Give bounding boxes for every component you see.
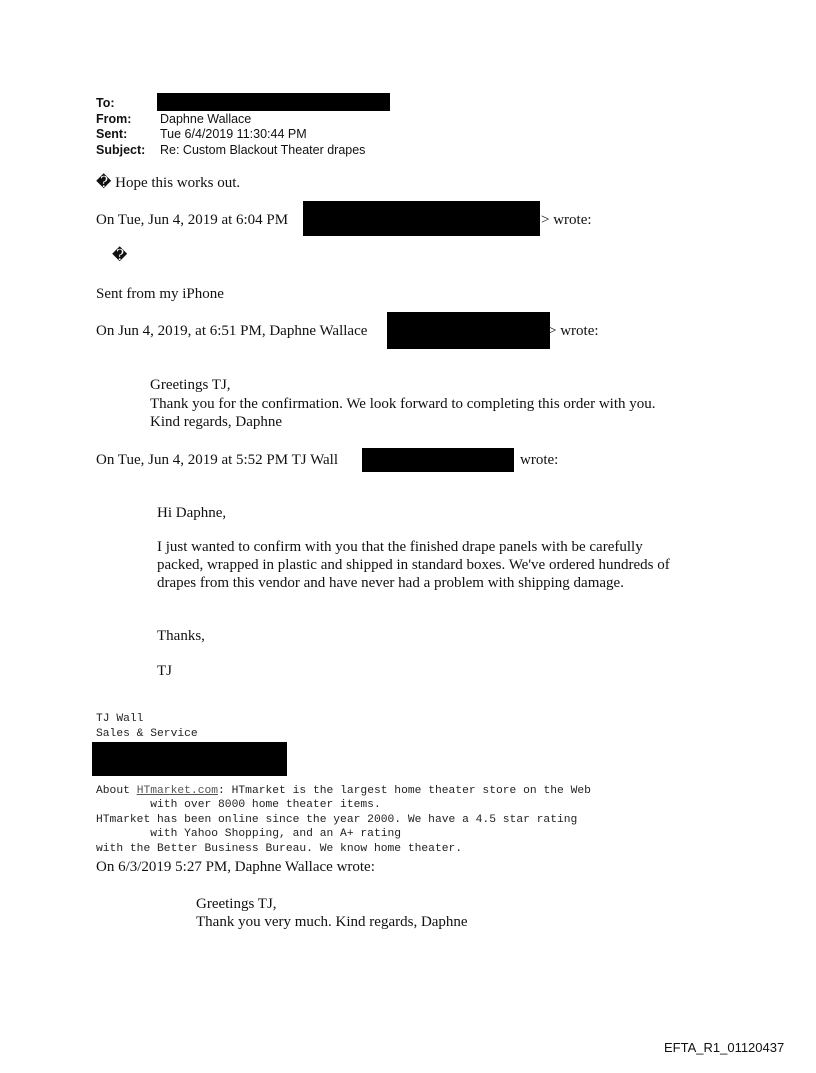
greeting-tj-1: Greetings TJ,: [150, 377, 231, 393]
document-id: EFTA_R1_01120437: [664, 1040, 785, 1055]
about-line-4: with Yahoo Shopping, and an A+ rating: [96, 828, 402, 840]
about-line-5: with the Better Business Bureau. We know home theater.: [96, 843, 463, 855]
paragraph-confirmation: Thank you for the confirmation. We look forward to completing this order with you. Kind regards, Daphne: [150, 396, 656, 430]
signoff-tj: TJ: [157, 663, 172, 679]
sent-value: Tue 6/4/2019 11:30:44 PM: [160, 127, 307, 141]
htmarket-link[interactable]: HTmarket.com: [136, 785, 219, 797]
quote-header-3: On Tue, Jun 4, 2019 at 5:52 PM TJ Wall: [96, 452, 339, 468]
greeting-hi-daphne: Hi Daphne,: [157, 505, 227, 521]
quote-header-1-end: > wrote:: [541, 212, 592, 228]
redaction-email-1: [303, 201, 540, 236]
subject-value: Re: Custom Blackout Theater drapes: [160, 143, 366, 157]
about-line-3: HTmarket has been online since the year 2000. We have a 4.5 star rating: [96, 814, 578, 826]
quote-header-4: On 6/3/2019 5:27 PM, Daphne Wallace wrote:: [96, 859, 375, 875]
signature-title: Sales & Service: [96, 728, 198, 740]
quote-header-3-end: wrote:: [520, 452, 559, 468]
about-line-2: with over 8000 home theater items.: [96, 799, 381, 811]
about-prefix: About: [96, 785, 137, 797]
from-value: Daphne Wallace: [160, 112, 252, 126]
redaction-email-2: [387, 312, 550, 349]
replacement-glyph: �: [112, 248, 128, 264]
quote-header-2: On Jun 4, 2019, at 6:51 PM, Daphne Wallace: [96, 323, 368, 339]
body-line-hope: � Hope this works out.: [96, 175, 241, 191]
quote-header-2-end: > wrote:: [548, 323, 599, 339]
from-label: From:: [96, 112, 132, 126]
about-line-1: [96, 784, 591, 798]
quote-header-1: On Tue, Jun 4, 2019 at 6:04 PM: [96, 212, 289, 228]
paragraph-thank-you: Thank you very much. Kind regards, Daphne: [196, 914, 468, 930]
paragraph-shipping: I just wanted to confirm with you that the finished drape panels with be carefully packed, wrapped in plastic and shipped in standard boxes. We've ordered hundreds of drapes from this vendor and have never had a problem with shipping damage.: [157, 539, 670, 591]
about-rest: : HTmarket is the largest home theater store on the Web: [218, 785, 591, 797]
redaction-to: [157, 93, 390, 111]
greeting-tj-2: Greetings TJ,: [196, 896, 277, 912]
sent-label: Sent:: [96, 127, 128, 141]
redaction-signature: [92, 742, 287, 776]
to-label: To:: [96, 96, 115, 110]
signature-name: TJ Wall: [96, 713, 144, 725]
thanks-line: Thanks,: [157, 628, 205, 644]
subject-label: Subject:: [96, 143, 146, 157]
sent-from-iphone: Sent from my iPhone: [96, 286, 224, 302]
redaction-email-3: [362, 448, 514, 472]
